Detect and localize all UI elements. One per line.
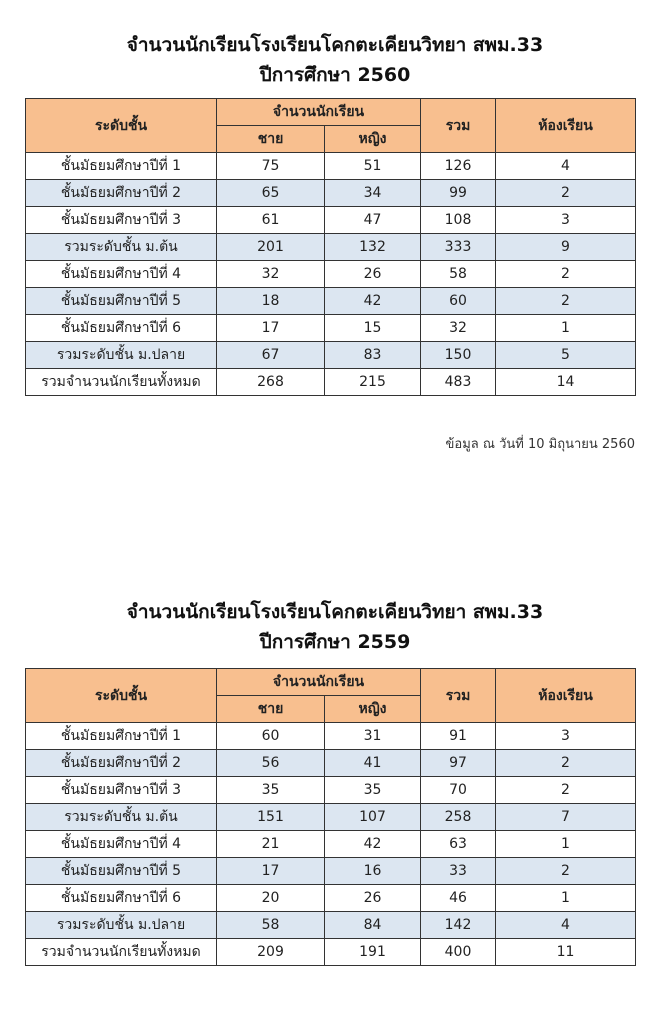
cell-female: 34 — [325, 180, 421, 207]
cell-male: 209 — [217, 939, 325, 966]
cell-total: 126 — [421, 153, 496, 180]
table-row — [26, 234, 636, 261]
cell-total: 99 — [421, 180, 496, 207]
cell-male: 151 — [217, 804, 325, 831]
cell-total: 63 — [421, 831, 496, 858]
cell-total: 32 — [421, 315, 496, 342]
header-total: รวม — [421, 99, 496, 153]
cell-male: 35 — [217, 777, 325, 804]
cell-total: 58 — [421, 261, 496, 288]
header-level: ระดับชั้น — [26, 669, 217, 723]
cell-male: 17 — [217, 858, 325, 885]
cell-rooms: 5 — [496, 342, 636, 369]
cell-male: 21 — [217, 831, 325, 858]
cell-total: 60 — [421, 288, 496, 315]
cell-male: 60 — [217, 723, 325, 750]
cell-level: ชั้นมัธยมศึกษาปีที่ 2 — [26, 750, 217, 777]
cell-female: 31 — [325, 723, 421, 750]
cell-total: 97 — [421, 750, 496, 777]
cell-rooms: 2 — [496, 858, 636, 885]
table-body — [26, 153, 636, 396]
header-students: จำนวนนักเรียน — [217, 99, 421, 126]
cell-rooms: 14 — [496, 369, 636, 396]
cell-level: ชั้นมัธยมศึกษาปีที่ 6 — [26, 885, 217, 912]
header-total: รวม — [421, 669, 496, 723]
table-2-subtitle: ปีการศึกษา 2559 — [259, 631, 411, 653]
cell-rooms: 2 — [496, 750, 636, 777]
student-table-2560 — [25, 98, 636, 396]
cell-female: 35 — [325, 777, 421, 804]
cell-male: 20 — [217, 885, 325, 912]
cell-total: 258 — [421, 804, 496, 831]
cell-level: รวมจำนวนนักเรียนทั้งหมด — [26, 369, 217, 396]
table-row — [26, 939, 636, 966]
cell-female: 191 — [325, 939, 421, 966]
cell-total: 333 — [421, 234, 496, 261]
cell-rooms: 9 — [496, 234, 636, 261]
table-row — [26, 777, 636, 804]
table-body — [26, 723, 636, 966]
header-male: ชาย — [217, 126, 325, 153]
cell-female: 26 — [325, 261, 421, 288]
cell-level: ชั้นมัธยมศึกษาปีที่ 5 — [26, 288, 217, 315]
cell-female: 42 — [325, 288, 421, 315]
cell-female: 15 — [325, 315, 421, 342]
cell-total: 483 — [421, 369, 496, 396]
table-row — [26, 723, 636, 750]
cell-male: 17 — [217, 315, 325, 342]
cell-male: 56 — [217, 750, 325, 777]
student-table-2559 — [25, 668, 636, 966]
cell-male: 268 — [217, 369, 325, 396]
cell-rooms: 2 — [496, 261, 636, 288]
cell-rooms: 3 — [496, 723, 636, 750]
cell-rooms: 7 — [496, 804, 636, 831]
table-row — [26, 153, 636, 180]
cell-rooms: 11 — [496, 939, 636, 966]
cell-total: 142 — [421, 912, 496, 939]
table-2-heading — [0, 597, 670, 657]
table-row — [26, 207, 636, 234]
cell-rooms: 3 — [496, 207, 636, 234]
cell-level: รวมระดับชั้น ม.ต้น — [26, 234, 217, 261]
cell-level: ชั้นมัธยมศึกษาปีที่ 3 — [26, 777, 217, 804]
cell-female: 41 — [325, 750, 421, 777]
cell-level: ชั้นมัธยมศึกษาปีที่ 3 — [26, 207, 217, 234]
cell-rooms: 4 — [496, 912, 636, 939]
cell-male: 32 — [217, 261, 325, 288]
table-1-heading — [0, 30, 670, 90]
cell-male: 67 — [217, 342, 325, 369]
cell-rooms: 1 — [496, 885, 636, 912]
header-rooms: ห้องเรียน — [496, 669, 636, 723]
cell-female: 47 — [325, 207, 421, 234]
cell-female: 42 — [325, 831, 421, 858]
cell-level: ชั้นมัธยมศึกษาปีที่ 4 — [26, 831, 217, 858]
cell-total: 70 — [421, 777, 496, 804]
cell-level: รวมระดับชั้น ม.ปลาย — [26, 342, 217, 369]
table-row — [26, 180, 636, 207]
table-2-title: จำนวนนักเรียนโรงเรียนโคกตะเคียนวิทยา สพม.33 — [126, 601, 544, 623]
cell-total: 46 — [421, 885, 496, 912]
header-female: หญิง — [325, 126, 421, 153]
cell-level: ชั้นมัธยมศึกษาปีที่ 6 — [26, 315, 217, 342]
table-row — [26, 804, 636, 831]
cell-total: 91 — [421, 723, 496, 750]
cell-level: รวมระดับชั้น ม.ปลาย — [26, 912, 217, 939]
cell-female: 51 — [325, 153, 421, 180]
header-level: ระดับชั้น — [26, 99, 217, 153]
cell-total: 150 — [421, 342, 496, 369]
table-row — [26, 342, 636, 369]
table-row — [26, 288, 636, 315]
cell-male: 18 — [217, 288, 325, 315]
cell-rooms: 2 — [496, 777, 636, 804]
cell-rooms: 2 — [496, 288, 636, 315]
cell-female: 83 — [325, 342, 421, 369]
cell-total: 108 — [421, 207, 496, 234]
data-date-note: ข้อมูล ณ วันที่ 10 มิถุนายน 2560 — [445, 437, 635, 452]
cell-total: 33 — [421, 858, 496, 885]
header-rooms: ห้องเรียน — [496, 99, 636, 153]
cell-level: ชั้นมัธยมศึกษาปีที่ 2 — [26, 180, 217, 207]
header-male: ชาย — [217, 696, 325, 723]
table-row — [26, 315, 636, 342]
cell-male: 65 — [217, 180, 325, 207]
cell-female: 215 — [325, 369, 421, 396]
cell-level: รวมระดับชั้น ม.ต้น — [26, 804, 217, 831]
cell-female: 26 — [325, 885, 421, 912]
cell-rooms: 1 — [496, 315, 636, 342]
cell-level: ชั้นมัธยมศึกษาปีที่ 4 — [26, 261, 217, 288]
table-row — [26, 750, 636, 777]
cell-rooms: 4 — [496, 153, 636, 180]
table-1-title: จำนวนนักเรียนโรงเรียนโคกตะเคียนวิทยา สพม.33 — [126, 34, 544, 56]
cell-female: 16 — [325, 858, 421, 885]
header-female: หญิง — [325, 696, 421, 723]
cell-level: รวมจำนวนนักเรียนทั้งหมด — [26, 939, 217, 966]
cell-male: 61 — [217, 207, 325, 234]
cell-level: ชั้นมัธยมศึกษาปีที่ 1 — [26, 723, 217, 750]
table-row — [26, 369, 636, 396]
cell-level: ชั้นมัธยมศึกษาปีที่ 1 — [26, 153, 217, 180]
cell-male: 201 — [217, 234, 325, 261]
table-row — [26, 912, 636, 939]
table-row — [26, 885, 636, 912]
cell-female: 84 — [325, 912, 421, 939]
header-students: จำนวนนักเรียน — [217, 669, 421, 696]
cell-level: ชั้นมัธยมศึกษาปีที่ 5 — [26, 858, 217, 885]
cell-rooms: 1 — [496, 831, 636, 858]
cell-male: 58 — [217, 912, 325, 939]
cell-total: 400 — [421, 939, 496, 966]
table-1-subtitle: ปีการศึกษา 2560 — [259, 64, 411, 86]
table-row — [26, 261, 636, 288]
cell-male: 75 — [217, 153, 325, 180]
cell-female: 132 — [325, 234, 421, 261]
cell-rooms: 2 — [496, 180, 636, 207]
cell-female: 107 — [325, 804, 421, 831]
table-row — [26, 831, 636, 858]
table-row — [26, 858, 636, 885]
